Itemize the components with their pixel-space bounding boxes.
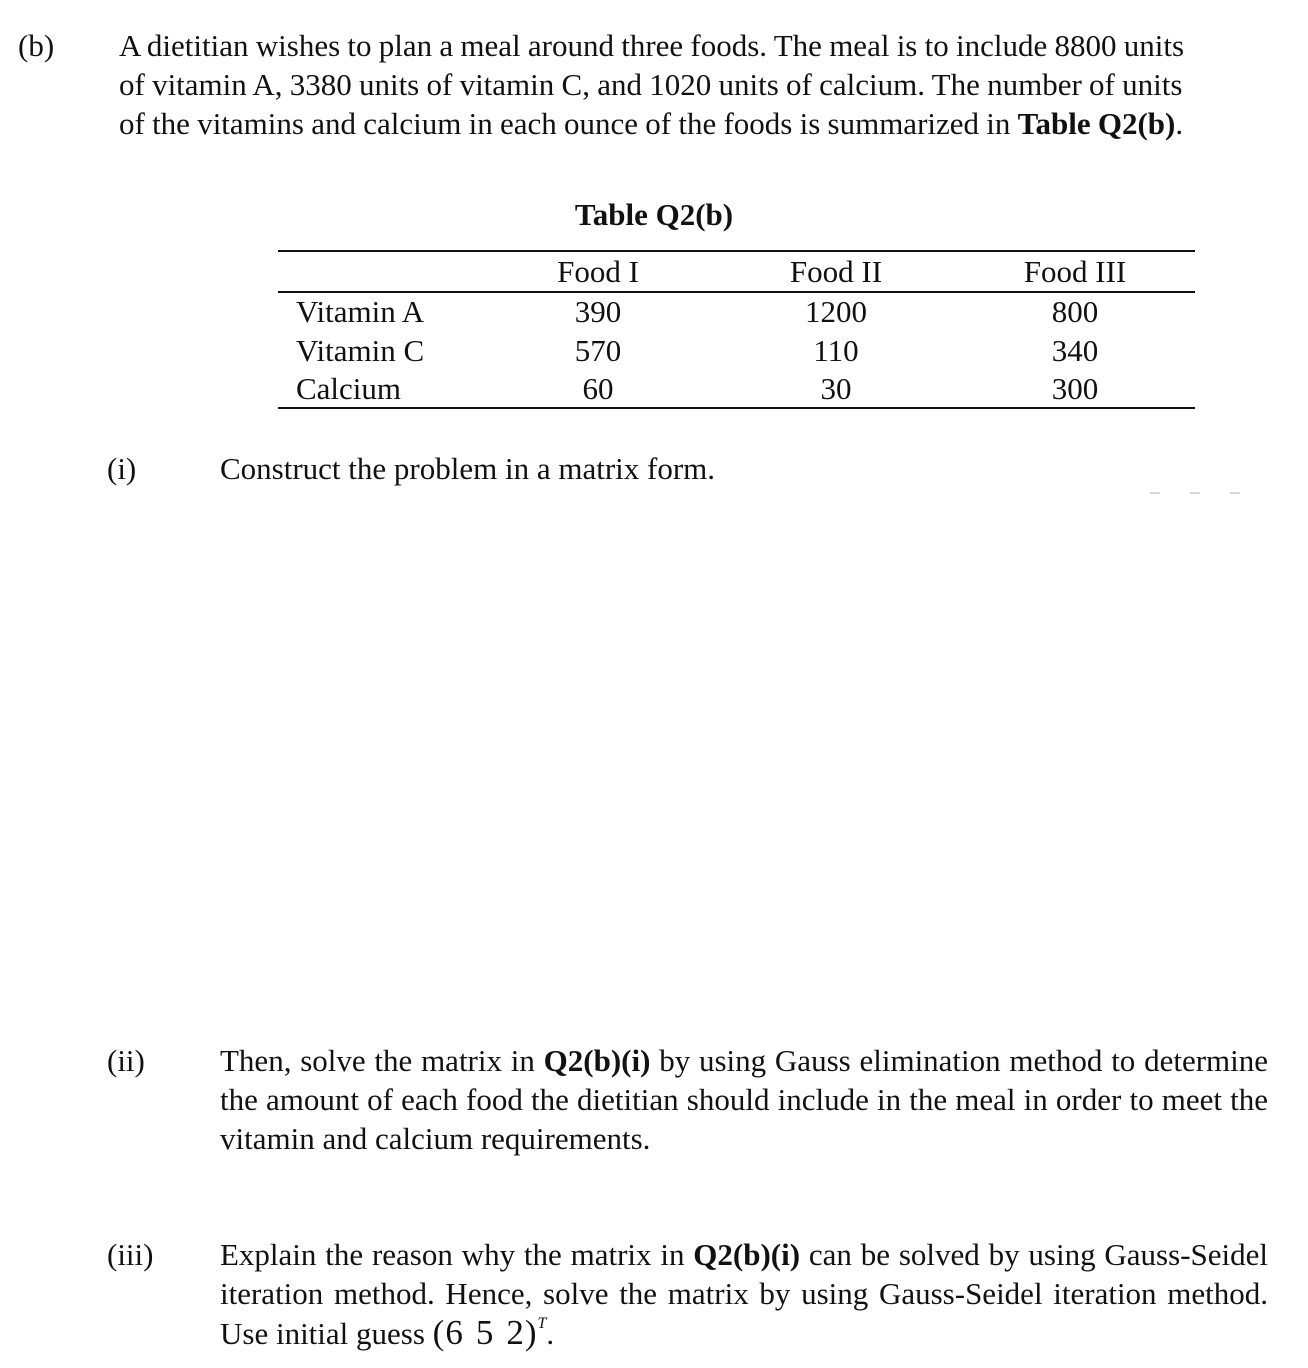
intro-line-text: of the vitamins and calcium in each ounce of the foods is summarized in [119, 106, 1011, 141]
intro-line [119, 104, 1269, 143]
table-cell: 110 [813, 333, 859, 368]
part-ii-text-after: by using Gauss elimination method to determine the amount of each food the dietitian should include in the meal in order to meet the vitamin and calcium requirements. [220, 1043, 1269, 1156]
intro-line: of vitamin A, 3380 units of vitamin C, and 1020 units of calcium. The number of units [119, 67, 1183, 102]
table-cell: 800 [1051, 294, 1099, 329]
part-i-text: Construct the problem in a matrix form. [220, 451, 716, 486]
part-iii-end: . [546, 1316, 555, 1351]
row-label: Vitamin C [296, 333, 425, 368]
guess-paren-close: ) [524, 1313, 538, 1352]
part-iii-text [220, 1235, 1268, 1353]
column-header: Food I [557, 254, 639, 289]
part-ii-text [220, 1041, 1268, 1158]
guess-paren-open: ( [432, 1313, 446, 1352]
intro-line: A dietitian wishes to plan a meal around three foods. The meal is to include 8800 units [119, 28, 1185, 63]
part-reference: Q2(b)(i) [693, 1237, 801, 1272]
column-header: Food III [1023, 254, 1127, 289]
table-reference: Table Q2(b) [1017, 106, 1176, 141]
table-title: Table Q2(b) [574, 197, 734, 232]
intro-period: . [1175, 106, 1184, 141]
part-iii-text-after: can be solved by using Gauss-Seidel iteration method. Hence, solve the matrix by using Gauss-Seidel iteration method. Use initial guess [220, 1237, 1268, 1351]
row-label: Vitamin A [296, 294, 425, 329]
transpose-superscript: T [537, 1315, 547, 1332]
table-cell: 30 [820, 371, 852, 406]
part-reference: Q2(b)(i) [543, 1043, 651, 1078]
guess-value: 2 [506, 1313, 525, 1352]
row-label: Calcium [296, 371, 402, 406]
table-cell: 1200 [805, 294, 867, 329]
question-label: (b) [18, 28, 55, 63]
column-header: Food II [789, 254, 883, 289]
scan-artifact [1150, 492, 1265, 494]
part-iii-text-before: Explain the reason why the matrix in [220, 1237, 685, 1272]
table-cell: 340 [1051, 333, 1099, 368]
guess-value: 6 [445, 1313, 464, 1352]
part-ii-label: (ii) [107, 1043, 145, 1078]
guess-value: 5 [475, 1313, 495, 1352]
initial-guess-vector [433, 1313, 538, 1352]
table-cell: 60 [582, 371, 614, 406]
table-cell: 570 [574, 333, 622, 368]
part-iii-label: (iii) [107, 1237, 154, 1272]
question-intro [119, 26, 1269, 143]
table-cell: 300 [1051, 371, 1099, 406]
table-cell: 390 [574, 294, 622, 329]
part-i-label: (i) [107, 451, 137, 486]
part-ii-text-before: Then, solve the matrix in [220, 1043, 535, 1078]
